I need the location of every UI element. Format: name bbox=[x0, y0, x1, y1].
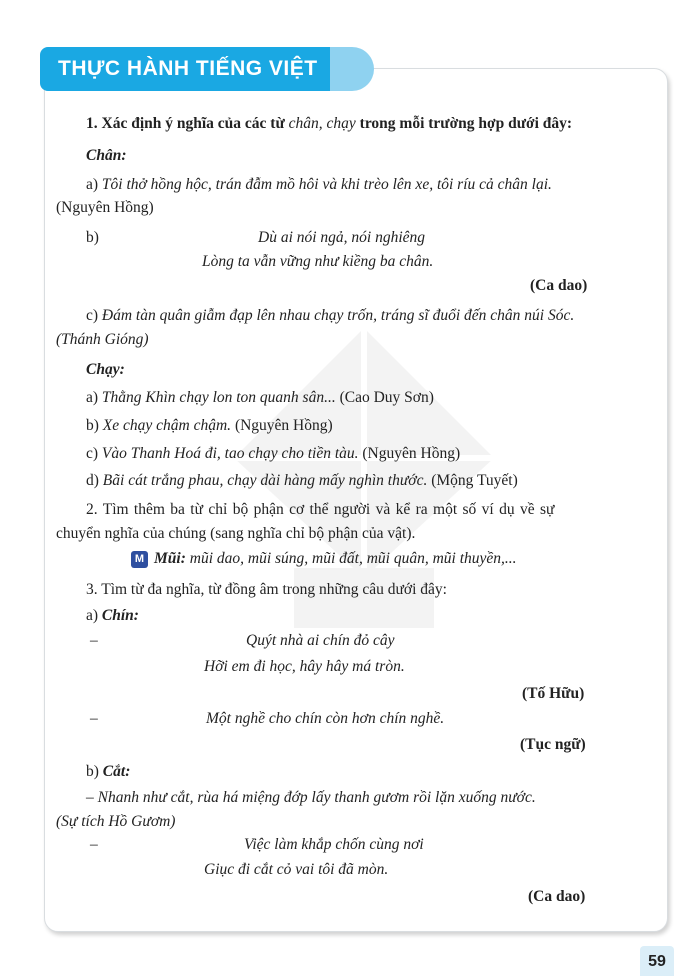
q3-b2-line1: Việc làm khắp chốn cùng nơi bbox=[244, 836, 424, 853]
q3-a1-line1: Quýt nhà ai chín đỏ cây bbox=[246, 632, 395, 649]
q3-b2-source: (Ca dao) bbox=[528, 888, 586, 905]
q3-a2-dash: – bbox=[90, 710, 98, 727]
chan-a: a) Tôi thở hồng hộc, trán đẫm mồ hôi và khi trèo lên xe, tôi ríu cả chân lại. bbox=[86, 176, 552, 193]
chan-heading: Chân: bbox=[86, 147, 127, 164]
section-title: THỰC HÀNH TIẾNG VIỆT bbox=[58, 57, 318, 80]
q3-b: b) Cắt: bbox=[86, 763, 131, 780]
page-number: 59 bbox=[640, 946, 674, 976]
chay-d: d) Bãi cát trắng phau, chạy dài hàng mấy nghìn thước. (Mộng Tuyết) bbox=[86, 472, 518, 489]
q3-a2-source: (Tục ngữ) bbox=[520, 736, 586, 753]
chan-c: c) Đám tàn quân giẫm đạp lên nhau chạy trốn, tráng sĩ đuổi đến chân núi Sóc. bbox=[86, 307, 575, 324]
chay-c: c) Vào Thanh Hoá đi, tao chạy cho tiền tàu. (Nguyên Hồng) bbox=[86, 445, 461, 462]
chay-a: a) Thằng Khìn chạy lon ton quanh sân... (Cao Duy Sơn) bbox=[86, 389, 434, 406]
q3-a: a) Chín: bbox=[86, 607, 139, 624]
q3-b2-dash: – bbox=[90, 836, 98, 853]
chan-b-label: b) bbox=[86, 229, 99, 246]
q3-prompt: 3. Tìm từ đa nghĩa, từ đồng âm trong những câu dưới đây: bbox=[86, 581, 447, 598]
q2-line1: 2. Tìm thêm ba từ chỉ bộ phận cơ thể người và kể ra một số ví dụ về sự bbox=[86, 501, 555, 518]
chan-b-source: (Ca dao) bbox=[530, 277, 588, 294]
q3-b1: – Nhanh như cắt, rùa há miệng đớp lấy thanh gươm rồi lặn xuống nước. bbox=[86, 789, 536, 806]
chan-a-source: (Nguyên Hồng) bbox=[56, 199, 154, 216]
chay-b: b) Xe chạy chậm chậm. (Nguyên Hồng) bbox=[86, 417, 333, 434]
q3-a1-line2: Hỡi em đi học, hây hây má tròn. bbox=[204, 658, 405, 675]
q3-b1-source: (Sự tích Hồ Gươm) bbox=[56, 813, 176, 830]
q3-a1-dash: – bbox=[90, 632, 98, 649]
q3-a1-source: (Tố Hữu) bbox=[522, 685, 585, 702]
q2-line2: chuyển nghĩa của chúng (sang nghĩa chỉ bộ phận của vật). bbox=[56, 525, 416, 542]
chay-heading: Chạy: bbox=[86, 361, 125, 378]
chan-b-line2: Lòng ta vẫn vững như kiềng ba chân. bbox=[202, 253, 434, 270]
m-badge-icon: M bbox=[131, 551, 148, 568]
q3-b2-line2: Giục đi cắt cỏ vai tôi đã mòn. bbox=[204, 861, 389, 878]
section-banner-tip bbox=[330, 47, 374, 91]
q2-example: Mũi: mũi dao, mũi súng, mũi đất, mũi quân, mũi thuyền,... bbox=[154, 550, 517, 567]
chan-b-line1: Dù ai nói ngả, nói nghiêng bbox=[258, 229, 426, 246]
chan-c-source: (Thánh Gióng) bbox=[56, 331, 149, 348]
q3-a2-line: Một nghề cho chín còn hơn chín nghề. bbox=[206, 710, 445, 727]
q1-prompt: 1. Xác định ý nghĩa của các từ chân, chạy trong mỗi trường hợp dưới đây: bbox=[86, 115, 573, 132]
